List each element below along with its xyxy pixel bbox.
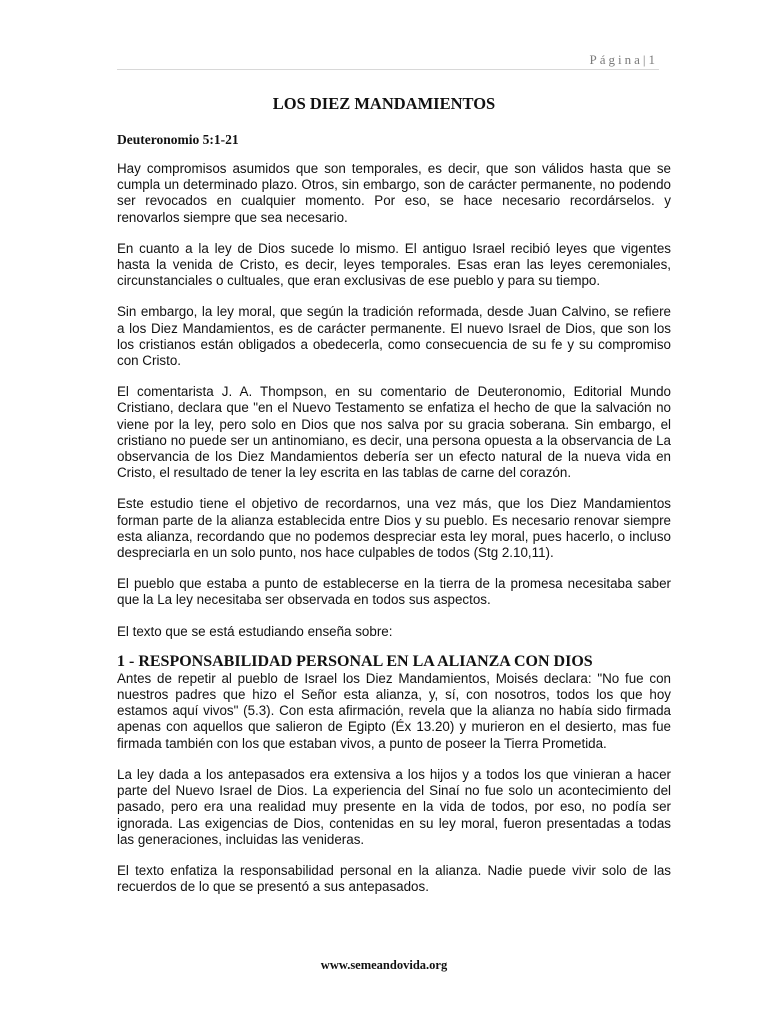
paragraph: El texto que se está estudiando enseña sobre: xyxy=(117,623,393,639)
paragraph: Hay compromisos asumidos que son temporales, es decir, que son válidos hasta que se cumpla un determinado plazo. Otros, sin embargo, son de carácter permanente, no podendo ser revocados en cualquier momento. Por eso, se hace necesario recordárselos. y renovarlos siempre que sea necesario. xyxy=(117,161,671,225)
paragraph: Antes de repetir al pueblo de Israel los Diez Mandamientos, Moisés declara: "No fue con nuestros padres que hizo el Señor esta alianza, y, sí, con nosotros, todos los que hoy estamos aquí vivos" (5.3). Con esta afirmación, revela que la alianza no había sido firmada apenas con aquellos que salieron de Egipto (Éx 13.20) y murieron en el desierto, mas fue firmada también con los que estaban vivos, a punto de poseer la Tierra Prometida. xyxy=(117,670,671,751)
header-divider xyxy=(117,69,659,70)
page-number: Página|1 xyxy=(589,52,658,67)
document-body xyxy=(117,161,671,910)
paragraph: Este estudio tiene el objetivo de recordarnos, una vez más, que los Diez Mandamientos forman parte de la alianza establecida entre Dios y su pueblo. Es necesario renovar siempre esta alianza, recordando que no podemos despreciar esta ley moral, pues hacerlo, o incluso despreciarla en un solo punto, nos hace culpables de todos (Stg 2.10,11). xyxy=(117,496,671,561)
paragraph: La ley dada a los antepasados era extensiva a los hijos y a todos los que vinieran a hacer parte del Nuevo Israel de Dios. La experiencia del Sinaí no fue solo un acontecimiento del pasado, pero era una realidad muy presente en la vida de todos, por eso, no podía ser ignorada. Las exigencias de Dios, contenidas en su ley moral, fueron presentadas a todas las generaciones, incluidas las venideras. xyxy=(117,766,671,847)
footer-website: www.semeandovida.org xyxy=(320,958,448,972)
scripture-reference: Deuteronomio 5:1-21 xyxy=(117,132,239,147)
paragraph: El pueblo que estaba a punto de establecerse en la tierra de la promesa necesitaba saber que la La ley necesitaba ser observada en todos sus aspectos. xyxy=(117,576,671,608)
paragraph: El texto enfatiza la responsabilidad personal en la alianza. Nadie puede vivir solo de las recuerdos de lo que se presentó a sus antepasados. xyxy=(117,862,671,895)
section-heading: 1 - RESPONSABILIDAD PERSONAL EN LA ALIANZA CON DIOS xyxy=(117,652,593,670)
paragraph: El comentarista J. A. Thompson, en su comentario de Deuteronomio, Editorial Mundo Cristiano, declara que "en el Nuevo Testamento se enfatiza el hecho de que la salvación no viene por la ley, pero solo en Dios que nos salva por su gracia soberana. Sin embargo, el cristiano no puede ser un antinomiano, es decir, una persona opuesta a la observancia de La observancia de los Diez Mandamientos debería ser un efecto natural de la nueva vida en Cristo, el resultado de tener la ley escrita en las tablas de carne del corazón. xyxy=(117,384,671,481)
paragraph: En cuanto a la ley de Dios sucede lo mismo. El antiguo Israel recibió leyes que vigentes hasta la venida de Cristo, es decir, leyes temporales. Esas eran las leyes ceremoniales, circunstanciales o cultuales, que eran exclusivas de ese pueblo y para su tiempo. xyxy=(117,240,671,289)
paragraph: Sin embargo, la ley moral, que según la tradición reformada, desde Juan Calvino, se refiere a los Diez Mandamientos, es de carácter permanente. El nuevo Israel de Dios, que son los los cristianos están obligados a obedecerla, como consecuencia de su fe y su compromiso con Cristo. xyxy=(117,304,671,369)
document-title: LOS DIEZ MANDAMIENTOS xyxy=(272,94,496,113)
